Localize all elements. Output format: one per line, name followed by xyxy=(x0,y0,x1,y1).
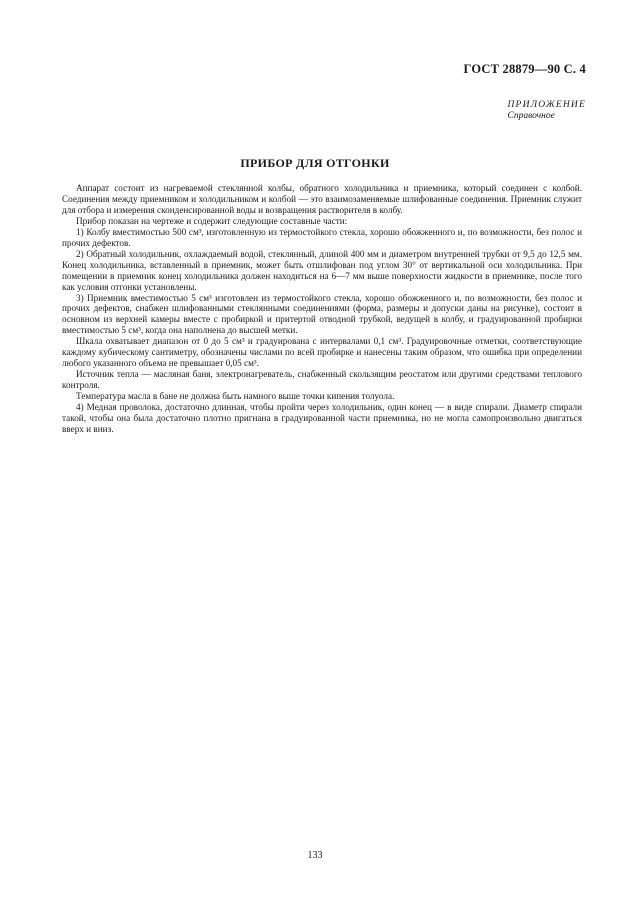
appendix-type: Справочное xyxy=(507,111,555,121)
paragraph: 2) Обратный холодильник, охлаждаемый водой, стеклянный, длиной 400 мм и диаметром внутренней трубки от 9,5 до 12,5 мм. Конец холодильника, вставленный в приемник, может быть отшлифован под углом 30° от вертикальной оси холодильника. При помещении в приемник конец холодильника должен находиться на 6—7 мм выше поверхности жидкости в приемнике, после того как условия отгонки установлены. xyxy=(62,248,582,292)
paragraph: 1) Колбу вместимостью 500 см³, изготовленную из термостойкого стекла, хорошо обожженного и, по возможности, без полос и прочих дефектов. xyxy=(62,226,582,248)
paragraph: Аппарат состоит из нагреваемой стеклянной колбы, обратного холодильника и приемника, который соединен с колбой. Соединения между приемником и холодильником и колбой — это взаимозаменяемые шлифованные соединения. Приемник служит для отбора и измерения сконденсированной воды и возвращения растворителя в колбу. xyxy=(62,183,582,215)
paragraph: 4) Медная проволока, достаточно длинная, чтобы пройти через холодильник, один конец — в виде спирали. Диаметр спирали такой, чтобы она была достаточно плотно пригнана в градуированной части приемника, но не могла самопроизвольно двигаться вверх и вниз. xyxy=(62,402,582,434)
body-text xyxy=(62,183,582,435)
page-number: 133 xyxy=(307,850,323,861)
appendix-label: ПРИЛОЖЕНИЕ xyxy=(507,100,586,110)
paragraph: 3) Приемник вместимостью 5 см³ изготовлен из термостойкого стекла, хорошо обожженного и, по возможности, без полос и прочих дефектов, снабжен шлифованными стеклянными соединениями (форма, размеры и допуски даны на рисунке), состоит в основном из верхней камеры вместе с пробиркой и притертой отводной трубкой, ведущей в колбу, и градуированной пробирки вместимостью 5 см³, когда она наполнена до высшей метки. xyxy=(62,292,582,336)
section-title: ПРИБОР ДЛЯ ОТГОНКИ xyxy=(240,156,390,170)
appendix-block xyxy=(508,100,587,122)
paragraph: Температура масла в бане не должна быть намного выше точки кипения толуола. xyxy=(76,391,395,402)
paragraph: Шкала охватывает диапазон от 0 до 5 см³ и градуирована с интервалами 0,1 см³. Градуировочные отметки, соответствующие каждому кубическому сантиметру, обозначены числами по всей пробирке и нанесены таким образом, что ошибка при определении любого указанного объема не превышает 0,05 см³. xyxy=(62,336,582,369)
document-code: ГОСТ 28879—90 С. 4 xyxy=(463,62,586,76)
paragraph: Источник тепла — масляная баня, электронагреватель, снабженный скользящим реостатом или другими средствами теплового контроля. xyxy=(62,369,582,391)
paragraph: Прибор показан на чертеже и содержит следующие составные части: xyxy=(76,215,348,226)
